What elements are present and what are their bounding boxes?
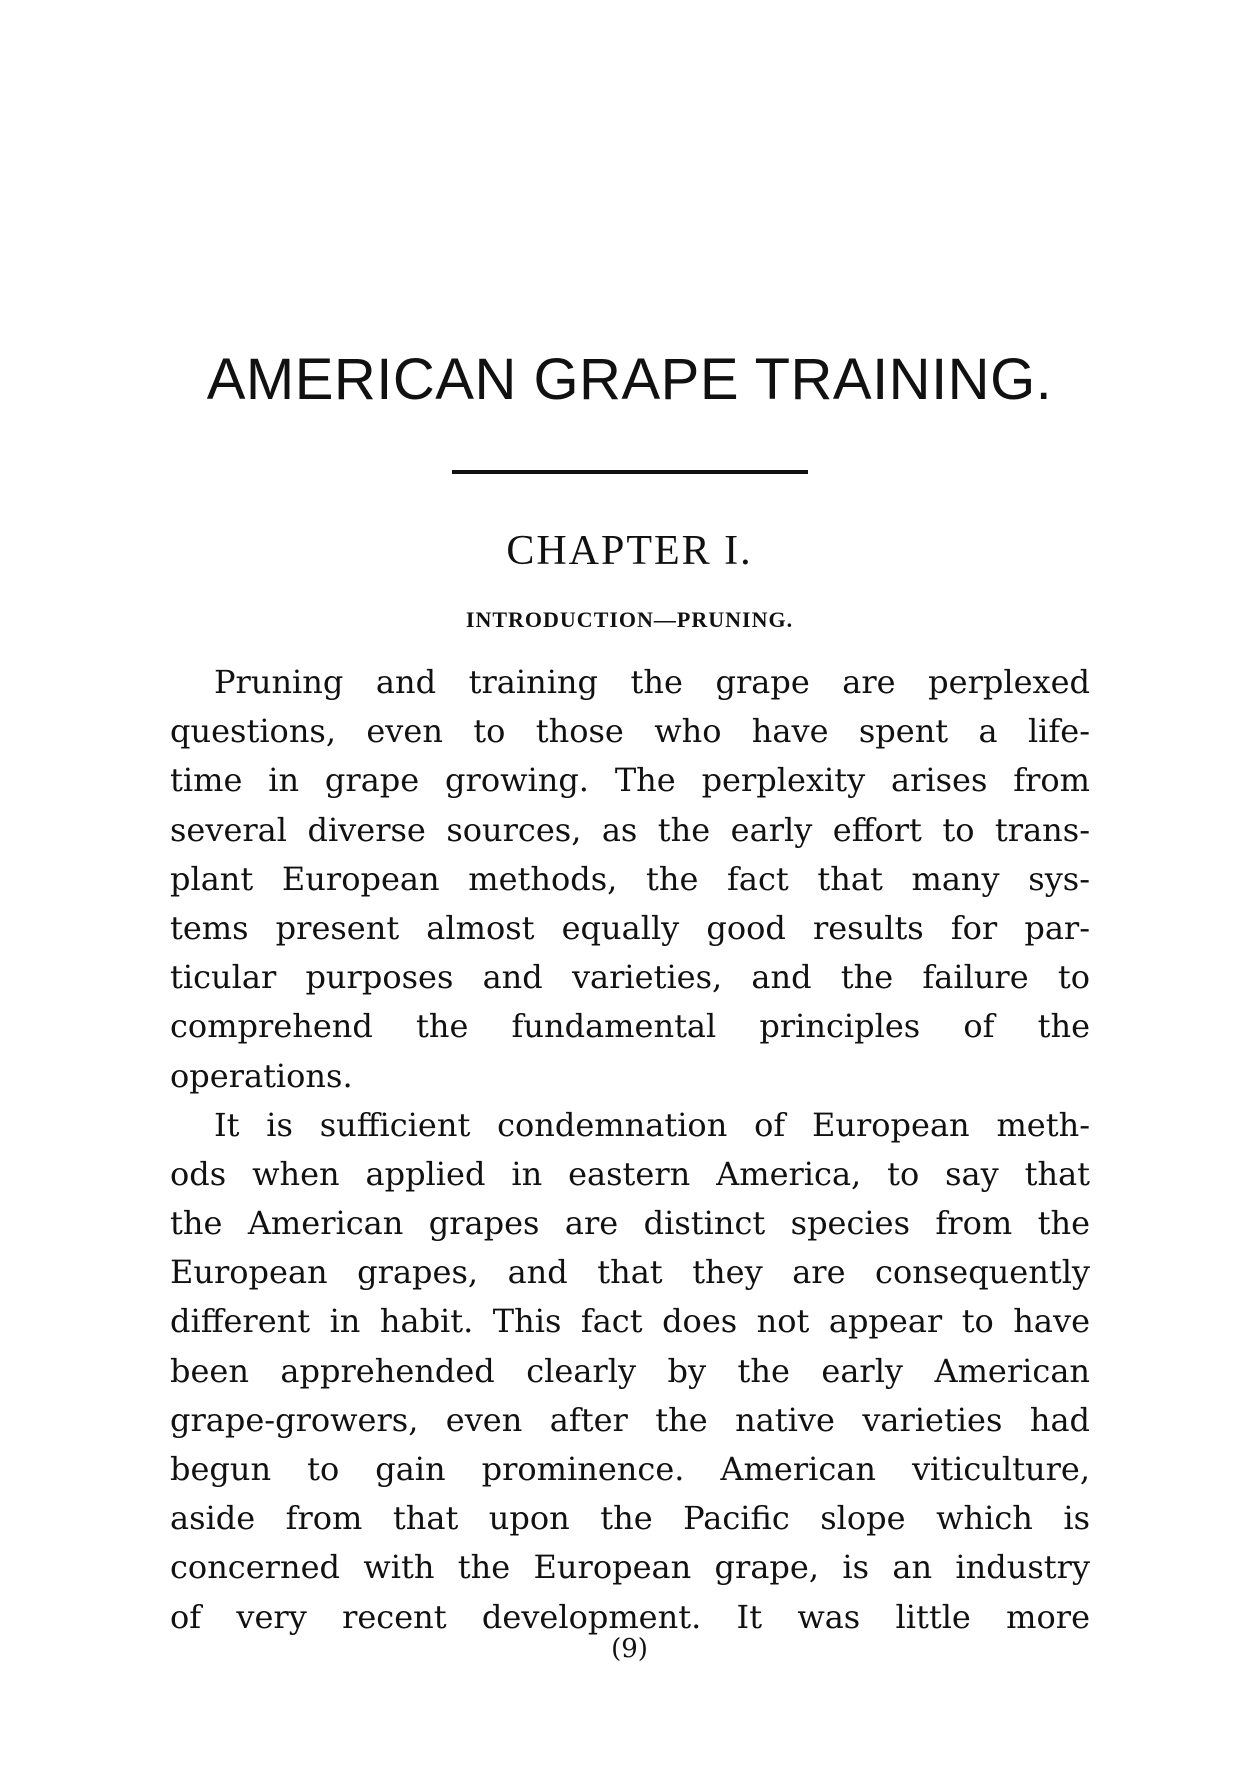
text-line: of very recent development. It was little more [170,1597,1090,1636]
text-line: aside from that upon the Pacific slope which is [170,1499,1090,1538]
text-line: plant European methods, the fact that many sys- [170,859,1090,898]
text-line: the American grapes are distinct species from the [170,1204,1090,1243]
text-line: different in habit. This fact does not appear to have [170,1302,1090,1341]
text-line: ods when applied in eastern America, to say that [170,1154,1090,1193]
text-line: several diverse sources, as the early effort to trans- [170,810,1090,849]
text-line: operations. [170,1056,353,1095]
page-number: (9) [611,1634,648,1664]
chapter-heading: CHAPTER I. [506,528,753,574]
text-line: It is sufficient condemnation of European meth- [214,1105,1090,1144]
text-line: ticular purposes and varieties, and the failure to [170,958,1090,997]
text-line: been apprehended clearly by the early American [170,1351,1090,1390]
text-line: tems present almost equally good results for par- [170,908,1090,947]
title-divider [452,470,808,474]
text-line: Pruning and training the grape are perplexed [214,663,1090,701]
text-line: begun to gain prominence. American viticulture, [170,1450,1090,1488]
text-line: time in grape growing. The perplexity arises from [170,761,1090,800]
text-line: grape-growers, even after the native varieties had [170,1400,1090,1439]
text-line: comprehend the fundamental principles of the [170,1007,1090,1046]
chapter-subheading: INTRODUCTION—PRUNING. [465,607,794,632]
body-text [170,658,1090,1642]
book-title: AMERICAN GRAPE TRAINING. [206,347,1053,412]
text-line: European grapes, and that they are consequently [170,1253,1090,1292]
text-line: concerned with the European grape, is an industry [170,1548,1090,1587]
text-line: questions, even to those who have spent a life- [170,712,1090,751]
